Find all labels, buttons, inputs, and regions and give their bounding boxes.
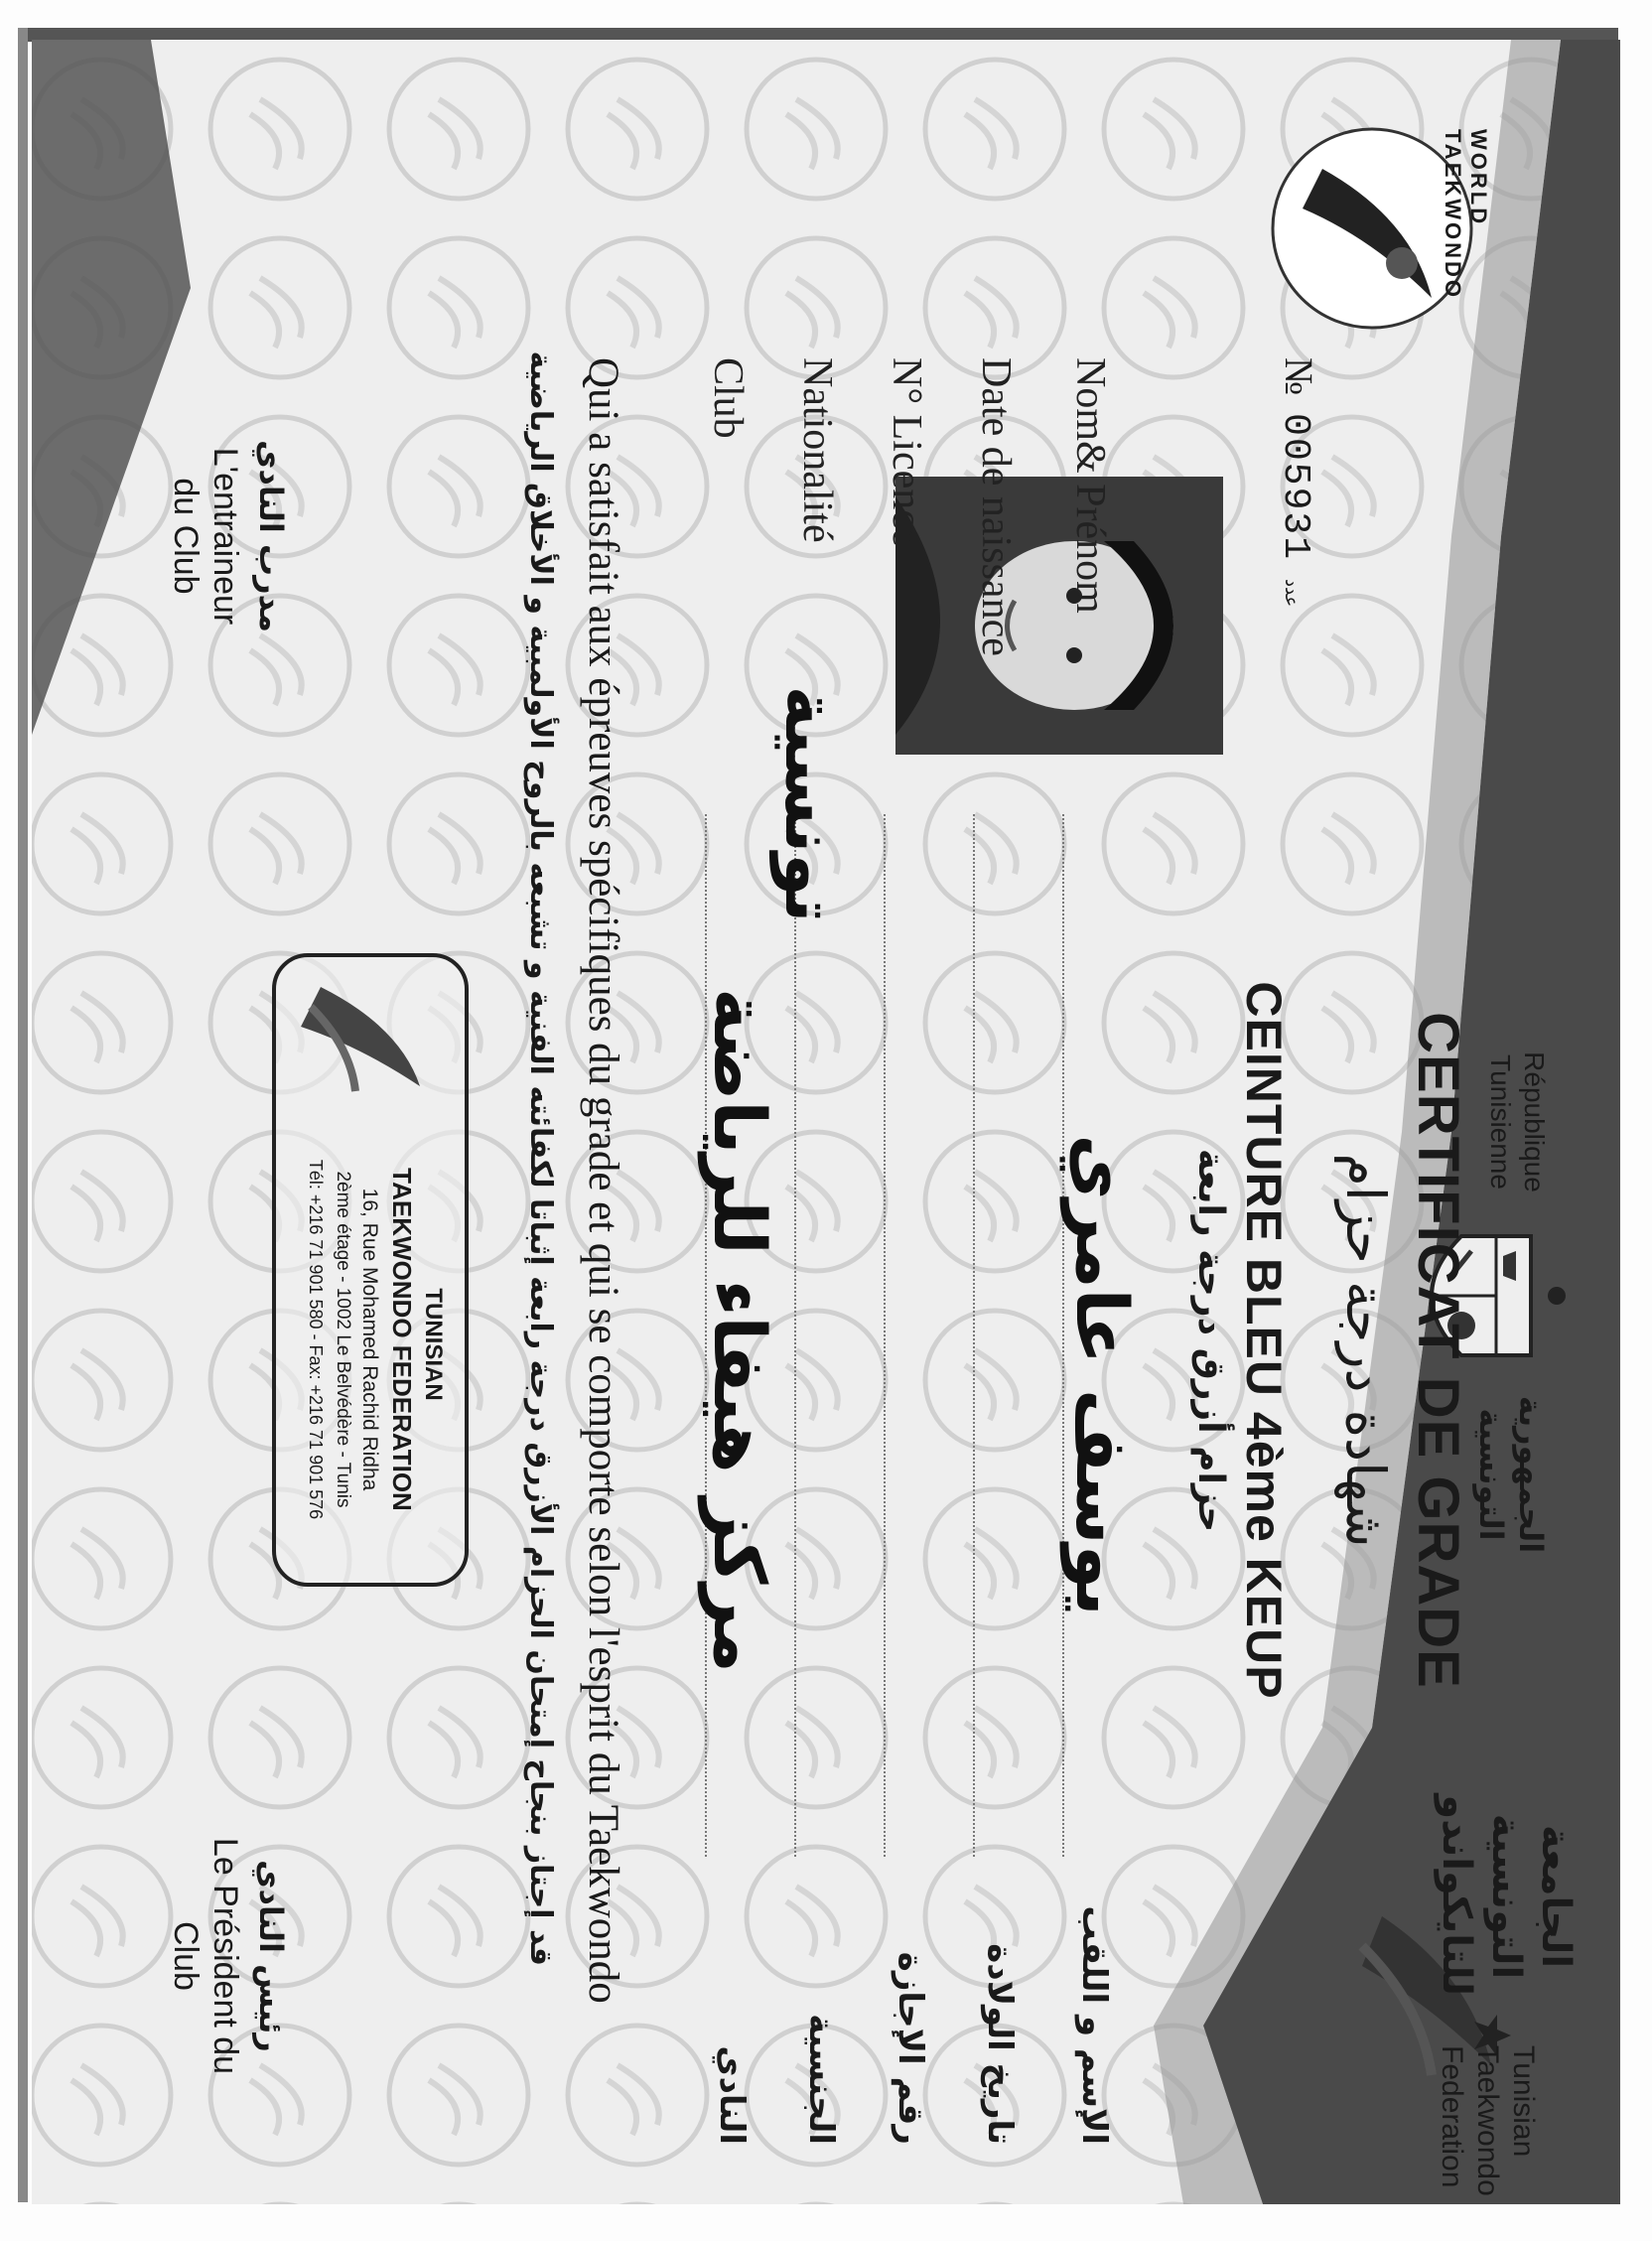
certificate-title-fr: CERTIFICAT DE GRADE: [1406, 1012, 1470, 1689]
field-label-ar: رقم الإجازة: [891, 1951, 930, 2145]
republic-name-fr: République Tunisienne: [1485, 1051, 1550, 1192]
stamp-logo-icon: [291, 967, 450, 1096]
grade-fr: CEINTURE BLEU 4ème KEUP: [1236, 981, 1292, 1700]
field-dots: [884, 814, 886, 1857]
coach-label-fr: L'entraineur du Club: [167, 447, 244, 626]
field-dots: [973, 814, 975, 1857]
stamp-line-1: TUNISIAN: [420, 1288, 447, 1401]
field-label-ar: النادي: [712, 2045, 752, 2145]
stamp-line-4: 2ème étage - 1002 Le Belvédère - Tunis: [333, 1171, 353, 1508]
field-label-ar: الجنسية: [801, 2014, 841, 2145]
stamp-line-2: TAEKWONDO FEDERATION: [387, 1168, 417, 1511]
field-value-name: يوسف عامري: [1060, 1134, 1144, 1616]
fields-block: [647, 357, 1144, 2165]
field-label-fr: Date de naissance: [973, 357, 1019, 656]
field-label-fr: Club: [705, 357, 751, 439]
coach-label-ar: مدرب النادي: [252, 440, 290, 632]
field-value-club: مركز هيفاء للرياضة: [698, 988, 781, 1673]
world-taekwondo-logo: [1243, 99, 1501, 357]
field-label-fr: Nom& Prénom: [1067, 357, 1113, 614]
statement-ar: قد إجتاز بنجاح إمتحان الحزام الأزرق درجة رابعة إثباتا لكفائته الفنية و تشبعه بالروح الأولمبية و الأخلاق الرياضية: [523, 350, 558, 1966]
field-label-fr: Nationalité: [794, 357, 840, 543]
field-label-ar: الإسم و اللقب: [1074, 1905, 1114, 2145]
number-symbol: №: [1277, 357, 1321, 396]
number-ar-label: عدد: [1281, 579, 1302, 608]
president-label-fr: Le Président du Club: [167, 1837, 244, 2075]
field-label-fr: N° Licence: [884, 357, 929, 547]
field-value-nationality: تونسية: [769, 685, 851, 923]
stamp-line-5: Tél: +216 71 901 580 - Fax: +216 71 901 576: [306, 1159, 326, 1520]
wt-logo-text: WORLD TAEKWONDO: [1441, 129, 1491, 301]
stamp-line-3: 16, Rue Mohamed Rachid Ridha: [358, 1188, 381, 1491]
certificate-number-row: [1274, 357, 1322, 607]
federation-name-fr: Tunisian Taekwondo Federation: [1436, 2045, 1540, 2196]
republic-name-ar: الجمهورية التونسية: [1472, 1395, 1550, 1554]
president-label-ar: رئيس النادي: [252, 1860, 290, 2052]
certificate-title-ar: شهادة درجة حزام: [1334, 1153, 1397, 1548]
field-label-ar: تاريخ الولادة: [980, 1943, 1020, 2145]
grade-ar: حزام أزرق درجة رابعة: [1190, 1148, 1231, 1533]
certificate-number: 005931: [1274, 413, 1316, 561]
federation-name-ar: الجامعة التونسية للتايكواندو: [1434, 1794, 1579, 1996]
scan-edge-left: [18, 28, 28, 2202]
statement-fr: Qui a satisfait aux épreuves spécifiques du grade et qui se comporte selon l'esprit du Taekwondo: [580, 357, 626, 2004]
federation-stamp: [272, 953, 469, 1587]
certificate: [32, 40, 1620, 2204]
